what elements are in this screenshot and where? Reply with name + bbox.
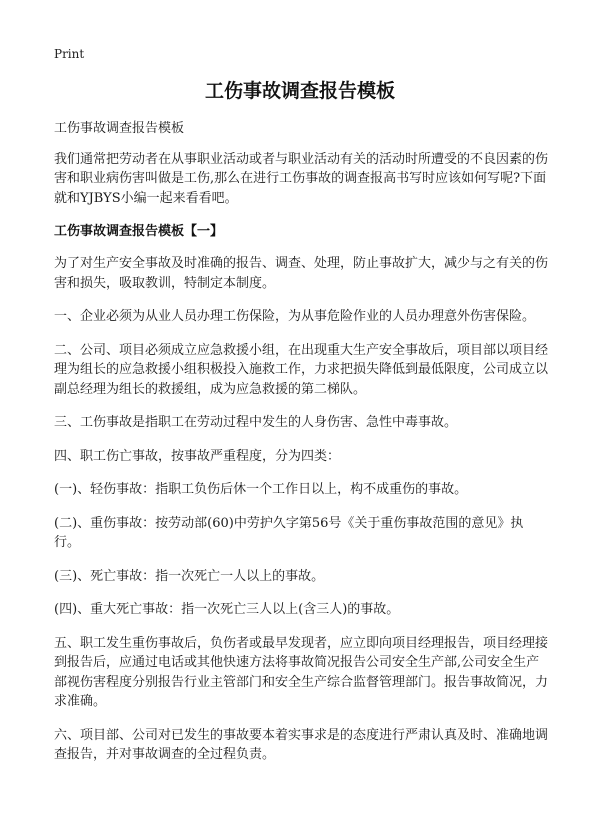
paragraph-subitem-4: (四)、重大死亡事故：指一次死亡三人以上(含三人)的事故。 — [54, 602, 400, 617]
paragraph-subitem-1: (一)、轻伤事故：指职工负伤后休一个工作日以上，构不成重伤的事故。 — [54, 482, 468, 497]
paragraph-purpose: 为了对生产安全事故及时准确的报告、调查、处理，防止事故扩大，减少与之有关的伤害和损失，吸取教训，特制定本制度。 — [54, 256, 549, 291]
intro-paragraph: 我们通常把劳动者在从事职业活动或者与职业活动有关的活动时所遭受的不良因素的伤害和职业病伤害叫做是工伤,那么在进行工伤事故的调查报高书写时应该如何写呢?下面就和YJBYS小编一起来看看吧。 — [54, 151, 549, 206]
section-heading: 工伤事故调查报告模板【一】 — [54, 224, 224, 239]
paragraph-subitem-3: (三)、死亡事故：指一次死亡一人以上的事故。 — [54, 568, 325, 584]
paragraph-item-5: 五、职工发生重伤事故后，负伤者或最早发现者，应立即向项目经理报告，项目经理接到报告后，应通过电话或其他快速方法将事故简况报告公司安全生产部,公司安全生产部视伤害程度分别报告行业主管部门和安全生产综合监督管理部门。报告事故简况，力求准确。 — [54, 635, 549, 709]
paragraph-item-3: 三、工伤事故是指职工在劳动过程中发生的人身伤害、急性中毒事故。 — [54, 415, 458, 430]
paragraph-item-6: 六、项目部、公司对已发生的事故要本着实事求是的态度进行严肃认真及时、准确地调查报告，并对事故调查的全过程负责。 — [54, 727, 549, 762]
document-title: 工伤事故调查报告模板 — [204, 80, 395, 102]
paragraph-subitem-2: (二)、重伤事故：按劳动部(60)中劳护久字第56号《关于重伤事故范围的意见》执行。 — [54, 515, 524, 550]
document-subtitle: 工伤事故调查报告模板 — [54, 121, 185, 136]
paragraph-item-1: 一、企业必须为从业人员办理工伤保险，为从事危险作业的人员办理意外伤害保险。 — [54, 309, 536, 324]
print-link[interactable]: Print — [54, 47, 85, 61]
paragraph-item-2: 二、公司、项目必须成立应急救援小组，在出现重大生产安全事故后，项目部以项目经理为组长的应急救援小组积极投入施救工作，力求把损失降低到最低限度，公司成立以副总经理为组长的救援组，成为应急救援的第二梯队。 — [54, 342, 549, 397]
paragraph-item-4: 四、职工伤亡事故，按事故严重程度，分为四类： — [54, 448, 341, 464]
document-body — [54, 119, 548, 779]
